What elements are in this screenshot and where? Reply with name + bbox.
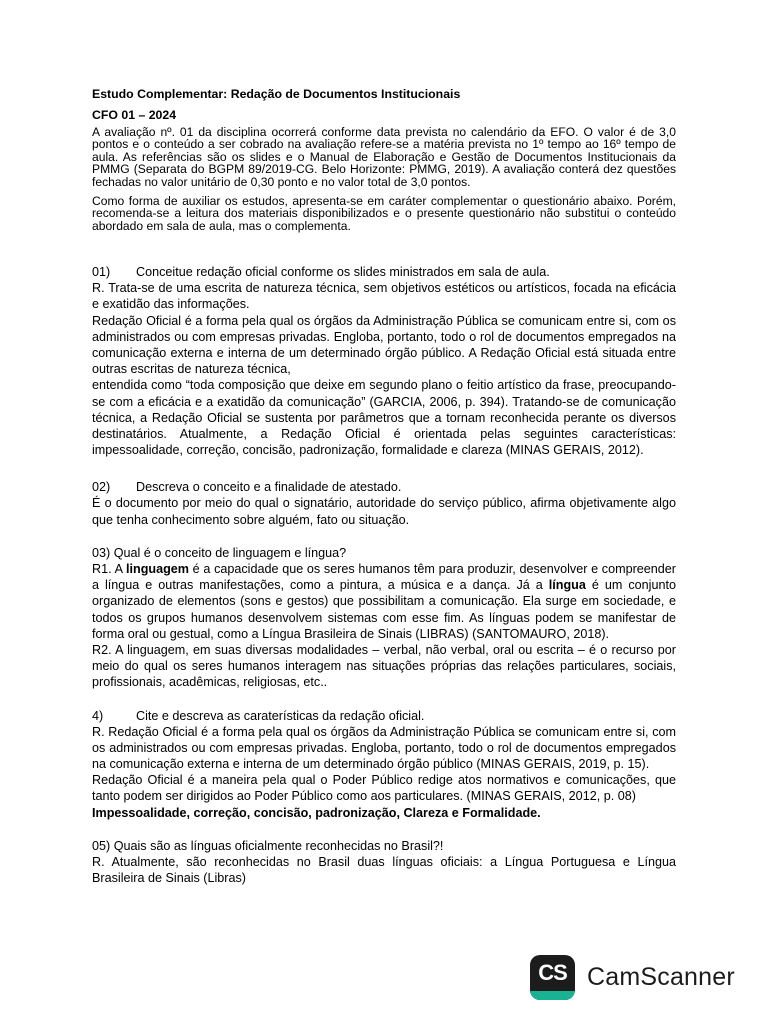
answer-3-r2: R2. A linguagem, em suas diversas modalidades – verbal, não verbal, oral ou escrita – é o recurso por meio do qual os seres humanos interagem nas situações próprias das relações particulares, sociais, profissionais, acadêmicas, religiosas, etc.. bbox=[92, 642, 676, 690]
question-1 bbox=[92, 264, 676, 280]
answer-1-paragraph-2: Redação Oficial é a forma pela qual os órgãos da Administração Pública se comunicam entre si, com os administrados ou com empresas privadas. Engloba, portanto, todo o rol de documentos empregados na comunicação externa e interna de um determinado órgão público. A Redação Oficial está situada entre outras escritas de natureza técnica, bbox=[92, 313, 676, 377]
answer-4-paragraph-2: Redação Oficial é a maneira pela qual o Poder Público redige atos normativos e comunicações, que tanto podem ser dirigidos ao Poder Público como aos particulares. (MINAS GERAIS, 2012, p. 08) bbox=[92, 773, 676, 804]
answer-5-paragraph-1: R. Atualmente, são reconhecidas no Brasil duas línguas oficiais: a Língua Portuguesa e Língua Brasileira de Sinais (Libras) bbox=[92, 854, 676, 885]
answer-3-r1: R1. A linguagem é a capacidade que os seres humanos têm para produzir, desenvolver e compreender a língua e outras manifestações, como a pintura, a música e a dança. Já a língua é um conjunto organizado de elementos (sons e gestos) que possibilitam a comunicação. Ela surge em sociedade, e todos os grupos humanos desenvolvem sistemas com esse fim. As línguas podem se manifestar de forma oral ou gestual, como a Língua Brasileira de Sinais (LIBRAS) (SANTOMAURO, 2018). bbox=[92, 561, 676, 641]
question-4-number: 4) bbox=[92, 708, 104, 723]
term-lingua: língua bbox=[548, 578, 586, 593]
question-4 bbox=[92, 708, 676, 724]
document-page bbox=[92, 86, 676, 886]
question-3: 03) Qual é o conceito de linguagem e língua? bbox=[92, 545, 347, 560]
camscanner-watermark bbox=[530, 954, 740, 1000]
camscanner-wordmark: CamScanner bbox=[587, 962, 735, 991]
question-5: 05) Quais são as línguas oficialmente reconhecidas no Brasil?! bbox=[92, 838, 444, 853]
document-subtitle: CFO 01 – 2024 bbox=[92, 108, 177, 122]
question-1-text: Conceitue redação oficial conforme os slides ministrados em sala de aula. bbox=[136, 265, 550, 280]
camscanner-badge-text: CS bbox=[538, 959, 567, 985]
answer-4-characteristics: Impessoalidade, correção, concisão, padronização, Clareza e Formalidade. bbox=[92, 805, 541, 820]
intro-paragraph-2: Como forma de auxiliar os estudos, apresenta-se em caráter complementar o questionário abaixo. Porém, recomenda-se a leitura dos materiais disponibilizados e o presente questionário não substitui o conteúdo abordado em sala de aula, mas o complementa. bbox=[92, 194, 676, 233]
intro-paragraph-1: A avaliação nº. 01 da disciplina ocorrerá conforme data prevista no calendário da EFO. O valor é de 3,0 pontos e o conteúdo a ser cobrado na avaliação refere-se a matéria prevista no 1º tempo ao 16º tempo de aula. As referências são os slides e o Manual de Elaboração e Gestão de Documentos Institucionais da PMMG (Separata do BGPM 89/2019-CG. Belo Horizonte: PMMG, 2019). A avaliação conterá dez questões fechadas no valor unitário de 0,30 ponto e no valor total de 3,0 pontos. bbox=[92, 125, 676, 189]
answer-1-paragraph-3: entendida como “toda composição que deixe em segundo plano o feitio artístico da frase, preocupando-se com a eficácia e a exatidão da comunicação” (GARCIA, 2006, p. 394). Tratando-se de comunicação técnica, a Redação Oficial se sustenta por parâmetros que a tornam reconhecida perante os diversos destinatários. Atualmente, a Redação Oficial é orientada pelas seguintes características: impessoalidade, correção, concisão, padronização, formalidade e clareza (MINAS GERAIS, 2012). bbox=[92, 378, 676, 458]
answer-2-paragraph-1: É o documento por meio do qual o signatário, autoridade do serviço público, afirma objetivamente algo que tenha conhecimento sobre alguém, fato ou situação. bbox=[92, 496, 676, 527]
document-title: Estudo Complementar: Redação de Documentos Institucionais bbox=[92, 87, 461, 101]
term-linguagem: linguagem bbox=[126, 561, 189, 576]
camscanner-logo-icon bbox=[530, 955, 575, 1000]
question-2-number: 02) bbox=[92, 480, 111, 495]
question-4-text: Cite e descreva as caraterísticas da redação oficial. bbox=[136, 708, 425, 723]
question-2-text: Descreva o conceito e a finalidade de atestado. bbox=[136, 480, 402, 495]
question-1-number: 01) bbox=[92, 265, 111, 280]
answer-1-paragraph-1: R. Trata-se de uma escrita de natureza técnica, sem objetivos estéticos ou artísticos, focada na eficácia e exatidão das informações. bbox=[92, 281, 676, 312]
question-2 bbox=[92, 479, 676, 495]
answer-4-paragraph-1: R. Redação Oficial é a forma pela qual os órgãos da Administração Pública se comunicam entre si, com os administrados ou com empresas privadas. Engloba, portanto, todo o rol de documentos empregados na comunicação externa e interna de um determinado órgão público (MINAS GERAIS, 2019, p. 15). bbox=[92, 724, 676, 771]
